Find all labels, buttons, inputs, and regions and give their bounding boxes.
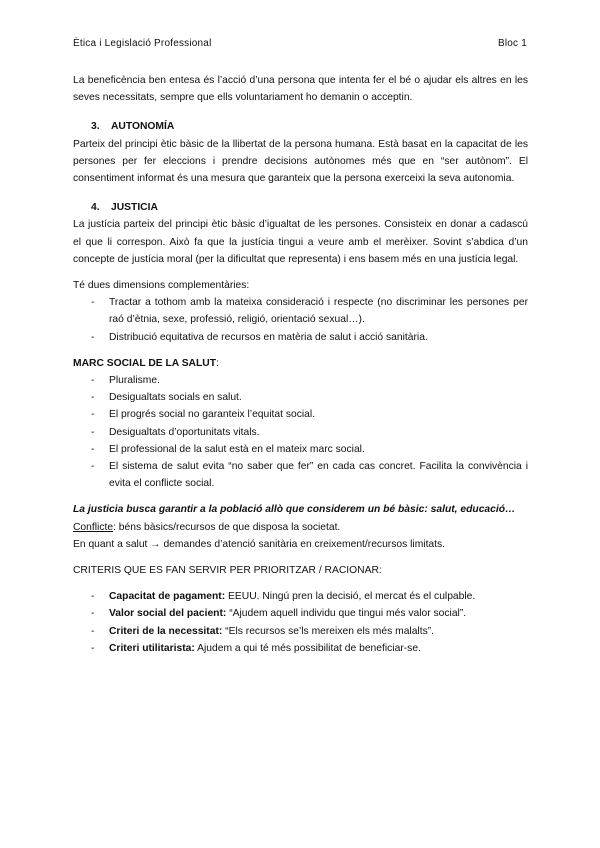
list-item: - Criteri de la necessitat: “Els recursos se’ls mereixen els més malalts”. — [91, 625, 435, 637]
list-item: - El sistema de salut evita “no saber que fer” en cada cas concret. Facilita la convivència i evita el conflicte social. — [91, 461, 528, 490]
justice-quote: La justicia busca garantir a la població allò que considerem un bé bàsic: salut, educació… — [73, 504, 516, 516]
section-number: 3. — [91, 121, 100, 133]
document-body — [73, 72, 528, 657]
list-item: - Desigualtats d’oportunitats vitals. — [91, 426, 260, 438]
list-item: - Distribució equitativa de recursos en matèria de salut i acció sanitària. — [91, 331, 428, 343]
marc-social-heading: MARC SOCIAL DE LA SALUT: — [73, 357, 219, 369]
dimensions-list — [73, 294, 528, 346]
marc-social-list — [73, 372, 528, 492]
salut-line: En quant a salut → demandes d’atenció sanitària en creixement/recursos limitats. — [73, 538, 446, 550]
conflicte-label: Conflicte — [73, 521, 114, 533]
header-block: Bloc 1 — [498, 38, 527, 49]
list-item: - Criteri utilitarista: Ajudem a qui té més possibilitat de beneficiar-se. — [91, 642, 421, 654]
list-item: - Desigualtats socials en salut. — [91, 392, 242, 404]
section-title: JUSTICIA — [111, 202, 158, 214]
conflicte-line: Conflicte: béns bàsics/recursos de que disposa la societat. — [73, 521, 341, 533]
intro-paragraph: La beneficència ben entesa és l’acció d’una persona que intenta fer el bé o ajudar els altres en les seves necessitats, sempre que ells voluntariament ho demanin o acceptin. — [73, 75, 528, 104]
section-heading-autonomia — [73, 118, 528, 135]
page-header — [73, 38, 527, 52]
list-item: - El progrés social no garanteix l’equitat social. — [91, 409, 316, 421]
dimensions-intro: Té dues dimensions complementàries: — [73, 280, 250, 292]
list-item: - Valor social del pacient: “Ajudem aquell individu que tingui més valor social”. — [91, 608, 467, 620]
criteris-list — [73, 588, 528, 657]
section-heading-justicia — [73, 199, 528, 216]
list-item: - El professional de la salut està en el mateix marc social. — [91, 443, 365, 455]
list-item: - Pluralisme. — [91, 375, 160, 387]
justicia-paragraph: La justícia parteix del principi ètic bàsic d’igualtat de les persones. Consisteix en donar a cadascú el que li correspon. Això fa que la justícia tingui a veure amb el merèixer. Sovint s’abdica d’un concepte de justícia moral (per la dificultat que representa) i ens basem més en una justícia legal. — [73, 219, 528, 265]
section-title: AUTONOMÍA — [111, 121, 175, 133]
autonomia-paragraph: Parteix del principi ètic bàsic de la llibertat de la persona humana. Està basat en la capacitat de les persones per fer eleccions i prendre decisions autònomes més que en “ser autònom”. El consentiment informat és una mesura que garanteix que la persona exerceixi la seva autonomia. — [73, 138, 528, 185]
list-item: - Capacitat de pagament: EEUU. Ningú pren la decisió, el mercat és el culpable. — [91, 591, 476, 603]
criteris-heading: CRITERIS QUE ES FAN SERVIR PER PRIORITZAR / RACIONAR: — [73, 565, 382, 577]
list-item: - Tractar a tothom amb la mateixa consideració i respecte (no discriminar les persones per raó d’ètnia, sexe, professió, religió, orientació sexual…). — [91, 297, 528, 326]
header-title: Ètica i Legislació Professional — [73, 38, 212, 49]
section-number: 4. — [91, 202, 100, 214]
